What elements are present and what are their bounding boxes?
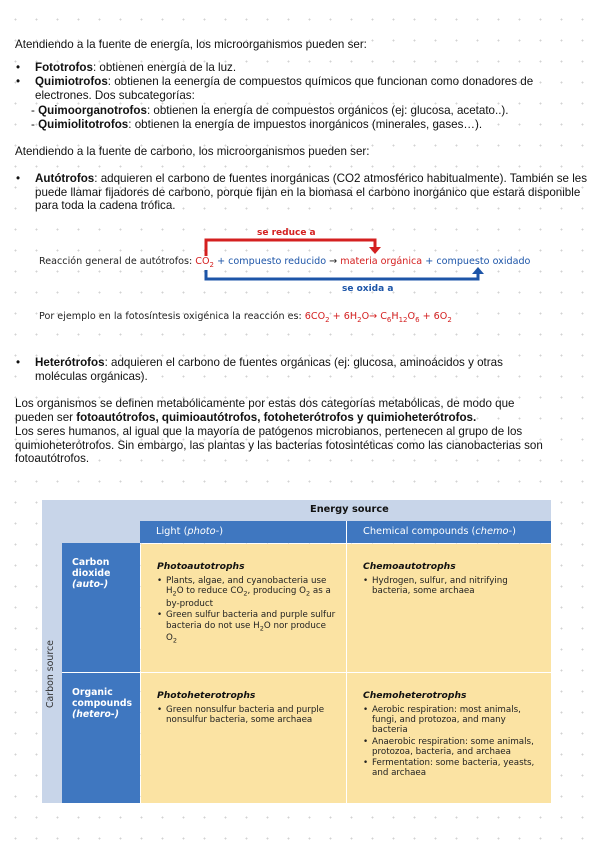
- metabolic-table: [42, 500, 551, 803]
- bullet: •: [16, 61, 21, 74]
- photoheterotrophs-list: [157, 705, 337, 726]
- photosynthesis-equation: [39, 311, 452, 324]
- quimiotrofos-term: Quimiotrofos: [35, 75, 108, 88]
- fototrofos-term: Fototrofos: [35, 61, 93, 74]
- photoautotrophs-title: Photoautotrophs: [157, 561, 245, 572]
- table-corner: [42, 500, 140, 543]
- carbon-dioxide-row-header: [62, 543, 140, 672]
- quimioorganotrofos-term: Quimoorganotrofos: [38, 104, 147, 117]
- summary-p1-text: Los organismos se definen metabólicamente por estas dos categorías metabólicas, de modo que pueden ser: [15, 397, 515, 424]
- list-item: • Aerobic respiration: most animals, fungi, and protozoa, and many bacteria: [363, 705, 543, 736]
- dash: -: [31, 118, 39, 131]
- autotrofos-text: : adquieren el carbono de fuentes inorgánicas (CO2 atmosférico habitualmente). También se les puede llamar fijadores de carbono, porque fijan en la biomasa el carbono inorgánico que estará disponible para toda la cadena trófica.: [35, 172, 588, 212]
- list-item: • Green sulfur bacteria and purple sulfur bacteria do not use $H_2O$ nor produce $O_2$: [157, 610, 337, 646]
- list-item: • Green nonsulfur bacteria and purple nonsulfur bacteria, some archaea: [157, 705, 337, 725]
- materia-organica: materia orgánica: [340, 256, 423, 267]
- carbon-source-label: Carbon source: [45, 640, 56, 708]
- energy-source-header: [140, 500, 551, 521]
- fototrofos-text: : obtienen energía de la luz.: [92, 61, 237, 74]
- list-item: • Hydrogen, sulfur, and nitrifying bacteria, some archaea: [363, 576, 543, 596]
- co2-term: $CO_2$: [195, 256, 215, 269]
- chemical-header: [347, 521, 551, 543]
- chemoheterotrophs-title: Chemoheterotrophs: [363, 690, 467, 701]
- photoautotrophs-cell: [141, 544, 346, 672]
- chemoautotrophs-list: [363, 576, 543, 597]
- organic-compounds-row-header: [62, 673, 140, 803]
- chemoheterotrophs-cell: [347, 673, 551, 803]
- plus: +: [214, 256, 229, 267]
- compuesto-reducido: compuesto reducido: [228, 256, 327, 267]
- bullet: •: [16, 356, 21, 369]
- chemoheterotrophs-list: [363, 705, 543, 779]
- photoheterotrophs-cell: [141, 673, 346, 803]
- se-oxida-label: se oxida a: [342, 284, 394, 294]
- chemoautotrophs-title: Chemoautotrophs: [363, 561, 456, 572]
- list-item: • Fermentation: some bacteria, yeasts, and archaea: [363, 758, 543, 778]
- photosynthesis-label: Por ejemplo en la fotosíntesis oxigénica la reacción es:: [39, 311, 305, 322]
- summary-p1-bold: fotoautótrofos, quimioautótrofos, fotoheterótrofos y quimioheterótrofos.: [76, 410, 477, 424]
- reaction-equation: [39, 256, 530, 269]
- autotrofos-term: Autótrofos: [35, 172, 95, 185]
- list-item: • Plants, algae, and cyanobacteria use $H_2O$ to reduce $CO_2$, producing $O_2$ as a by-product: [157, 576, 337, 609]
- heterotrofos-text: : adquieren el carbono de fuentes orgánicas (ej: glucosa, aminoácidos y otras moléculas orgánicas).: [35, 356, 503, 383]
- heterotrofos-item: [35, 356, 540, 383]
- quimiolitotrofos-text: : obtienen la energía de impuestos inorgánicos (minerales, gases…).: [128, 118, 483, 131]
- quimiolitotrofos-term: Quimiolitotrofos: [38, 118, 129, 131]
- dash: -: [31, 104, 39, 117]
- arrow: →: [326, 256, 341, 267]
- photoautotrophs-list: [157, 576, 337, 647]
- chemical-label: Chemical compounds (chemo-): [363, 526, 516, 537]
- carbon-intro: Atendiendo a la fuente de carbono, los microorganismos pueden ser:: [15, 145, 370, 158]
- carbon-dioxide-label: Carbon dioxide (auto-): [72, 557, 111, 590]
- reaction-label: Reacción general de autótrofos:: [39, 256, 193, 267]
- quimiotrofos-text: : obtienen la eenergía de compuestos químicos que funcionan como donadores de electrones. Dos subcategorías:: [35, 75, 534, 102]
- light-header: [140, 521, 346, 543]
- bullet: •: [16, 172, 21, 185]
- se-reduce-label: se reduce a: [257, 228, 316, 238]
- photoheterotrophs-title: Photoheterotrophs: [157, 690, 256, 701]
- organic-compounds-label: Organic compounds (hetero-): [72, 687, 133, 720]
- bullet: •: [16, 75, 21, 88]
- carbon-source-column: [42, 543, 62, 803]
- light-label: Light (photo-): [156, 526, 224, 537]
- compuesto-oxidado: compuesto oxidado: [436, 256, 531, 267]
- photosynthesis-formula: $6CO_2 + 6H_2O\to C_6H_{12}O_6 + 6O_2$: [304, 311, 452, 324]
- chemoautotrophs-cell: [347, 544, 551, 672]
- summary-p2: Los seres humanos, al igual que la mayoría de patógenos microbianos, pertenecen al grupo de los quimioheterótrofos. Sin embargo, las plantas y las bacterias fotosintéticas como las cianobacterias son fotoautótrofos.: [15, 425, 543, 465]
- quimioorganotrofos-text: : obtienen la energía de compuestos orgánicos (ej: glucosa, acetato..).: [146, 104, 509, 117]
- plus: +: [422, 256, 437, 267]
- summary-p1: [15, 397, 555, 424]
- list-item: • Anaerobic respiration: some animals, protozoa, bacteria, and archaea: [363, 737, 543, 757]
- energy-source-label: Energy source: [310, 504, 389, 515]
- heterotrofos-term: Heterótrofos: [35, 356, 105, 369]
- reaction-arrows: [0, 0, 599, 324]
- energy-intro: Atendiendo a la fuente de energía, los microorganismos pueden ser:: [15, 38, 367, 51]
- red-arrowhead-icon: [369, 247, 381, 254]
